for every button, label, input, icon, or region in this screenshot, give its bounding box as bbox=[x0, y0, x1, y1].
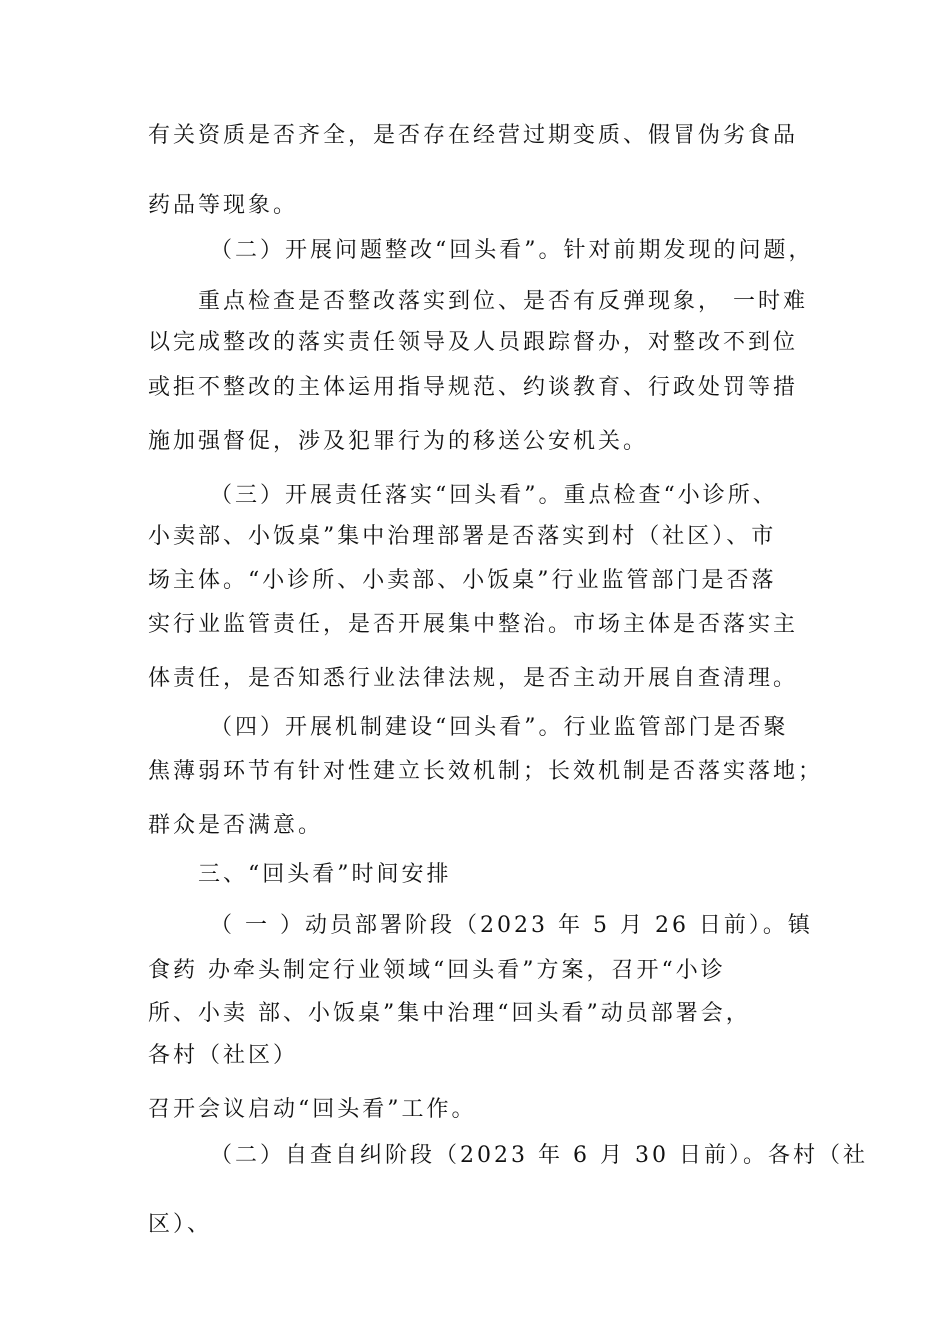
text-line-12: 体责任，是否知悉行业法律法规，是否主动开展自查清理。 bbox=[148, 666, 799, 691]
section-heading: 三、“回头看”时间安排 bbox=[198, 862, 452, 887]
text-line-19: 所、小卖 部、小饭桌”集中治理“回头看”动员部署会， bbox=[148, 1001, 751, 1026]
text-line-13: （四）开展机制建设“回头看”。行业监管部门是否聚 bbox=[210, 715, 789, 740]
text-line-14: 焦薄弱环节有针对性建立长效机制；长效机制是否落实落地； bbox=[148, 759, 824, 784]
text-line-18: 食药 办牵头制定行业领域“回头看”方案，召开“小诊 bbox=[148, 958, 726, 983]
text-line-10: 场主体。“小诊所、小卖部、小饭桌”行业监管部门是否落 bbox=[148, 568, 777, 593]
text-line-22: （二）自查自纠阶段（2023 年 6 月 30 日前）。各村（社 bbox=[210, 1143, 868, 1168]
text-line-7: 施加强督促，涉及犯罪行为的移送公安机关。 bbox=[148, 429, 649, 454]
text-line-5: 以完成整改的落实责任领导及人员跟踪督办，对整改不到位 bbox=[148, 330, 799, 355]
text-line-2: 药品等现象。 bbox=[148, 193, 299, 218]
text-line-6: 或拒不整改的主体运用指导规范、约谈教育、行政处罚等措 bbox=[148, 375, 799, 400]
text-line-1: 有关资质是否齐全，是否存在经营过期变质、假冒伪劣食品 bbox=[148, 123, 799, 148]
text-line-20: 各村（社区） bbox=[148, 1043, 299, 1068]
text-line-17: （ 一 ）动员部署阶段（2023 年 5 月 26 日前）。镇 bbox=[210, 913, 813, 938]
text-line-23: 区）、 bbox=[148, 1212, 213, 1237]
text-line-15: 群众是否满意。 bbox=[148, 813, 324, 838]
text-line-8: （三）开展责任落实“回头看”。重点检查“小诊所、 bbox=[210, 483, 778, 508]
text-line-4: 重点检查是否整改落实到位、是否有反弹现象， 一时难 bbox=[198, 289, 808, 314]
text-line-21: 召开会议启动“回头看”工作。 bbox=[148, 1097, 477, 1122]
text-line-11: 实行业监管责任，是否开展集中整治。市场主体是否落实主 bbox=[148, 612, 799, 637]
text-line-3: （二）开展问题整改“回头看”。针对前期发现的问题， bbox=[210, 238, 814, 263]
text-line-9: 小卖部、小饭桌”集中治理部署是否落实到村（社区）、市 bbox=[148, 524, 777, 549]
